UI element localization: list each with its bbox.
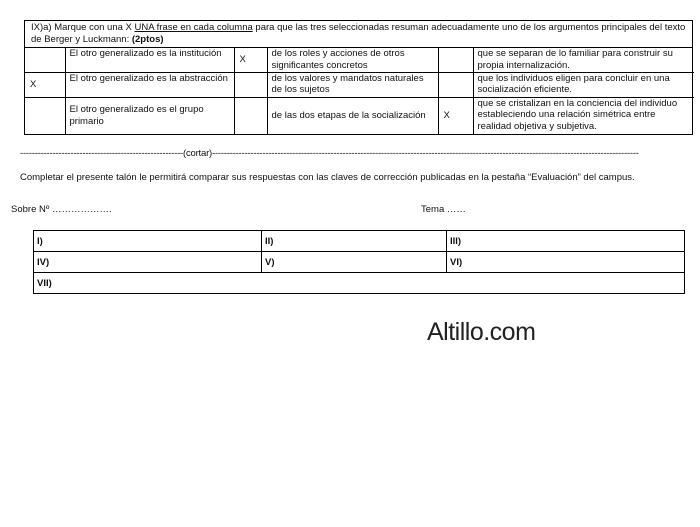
answer-cell[interactable]: II) xyxy=(262,231,447,252)
mark-cell[interactable]: X xyxy=(25,72,65,97)
answer-cell[interactable]: I) xyxy=(34,231,262,252)
option-cell: El otro generalizado es la abstracción xyxy=(65,72,234,97)
prompt-suffix: para que las tres seleccionadas resuman adecuadamente uno de los argumentos principales del texto de Berger y Luckmann: xyxy=(31,22,686,45)
answer-row xyxy=(34,252,685,273)
option-cell: que se separan de lo familiar para construir su propia internalización. xyxy=(477,48,673,71)
answer-cell[interactable]: IV) xyxy=(34,252,262,273)
mark-cell[interactable] xyxy=(234,97,267,134)
answer-cell[interactable]: VI) xyxy=(447,252,685,273)
exercise-prompt xyxy=(25,21,692,48)
exercise-row xyxy=(25,72,694,97)
answer-cell[interactable]: III) xyxy=(447,231,685,252)
option-cell: que los individuos eligen para concluir en una socialización eficiente. xyxy=(473,72,694,97)
answer-row xyxy=(34,231,685,252)
mark-cell[interactable]: X xyxy=(438,97,473,134)
option-cell: de los roles y acciones de otros significantes concretos xyxy=(267,48,438,72)
prompt-prefix: IX)a) Marque con una X xyxy=(31,22,135,33)
answer-cell[interactable]: VII) xyxy=(34,273,685,294)
answer-sheet xyxy=(33,230,685,294)
mark-cell[interactable] xyxy=(438,48,473,72)
answer-row xyxy=(34,273,685,294)
option-cell: de las dos etapas de la socialización xyxy=(267,97,438,134)
instructions-text: Completar el presente talón le permitirá comparar sus respuestas con las claves de corrección publicadas en la pestaña “Evaluación” del campus. xyxy=(20,172,635,183)
option-cell: El otro generalizado es la institución xyxy=(65,48,234,72)
answer-cell[interactable]: V) xyxy=(262,252,447,273)
option-cell: que se cristalizan en la conciencia del individuo estableciendo una relación simétrica entre realidad objetiva y subjetiva. xyxy=(473,97,694,134)
mark-cell[interactable]: X xyxy=(234,48,267,72)
sobre-field[interactable]: Sobre Nº ………………. xyxy=(11,204,112,215)
tema-field[interactable]: Tema …… xyxy=(421,204,466,215)
option-cell: El otro generalizado es el grupo primario xyxy=(65,97,234,134)
exercise-row xyxy=(25,97,694,134)
mark-cell[interactable] xyxy=(438,72,473,97)
mark-cell[interactable] xyxy=(234,72,267,97)
prompt-underlined: UNA frase en cada columna xyxy=(134,22,253,33)
mark-cell[interactable] xyxy=(25,97,65,134)
exercise-grid xyxy=(25,48,694,134)
option-cell: de los valores y mandatos naturales de los sujetos xyxy=(267,72,438,97)
exercise-row xyxy=(25,48,694,72)
prompt-points: (2ptos) xyxy=(131,34,164,45)
mark-cell[interactable] xyxy=(25,48,65,72)
cut-line: -------------------------------------------------------(cortar)------------------------------------------------------------------------------------------------------------------------------------------------ xyxy=(20,148,639,159)
exercise-box xyxy=(24,20,693,135)
watermark-text: Altillo.com xyxy=(427,318,536,346)
